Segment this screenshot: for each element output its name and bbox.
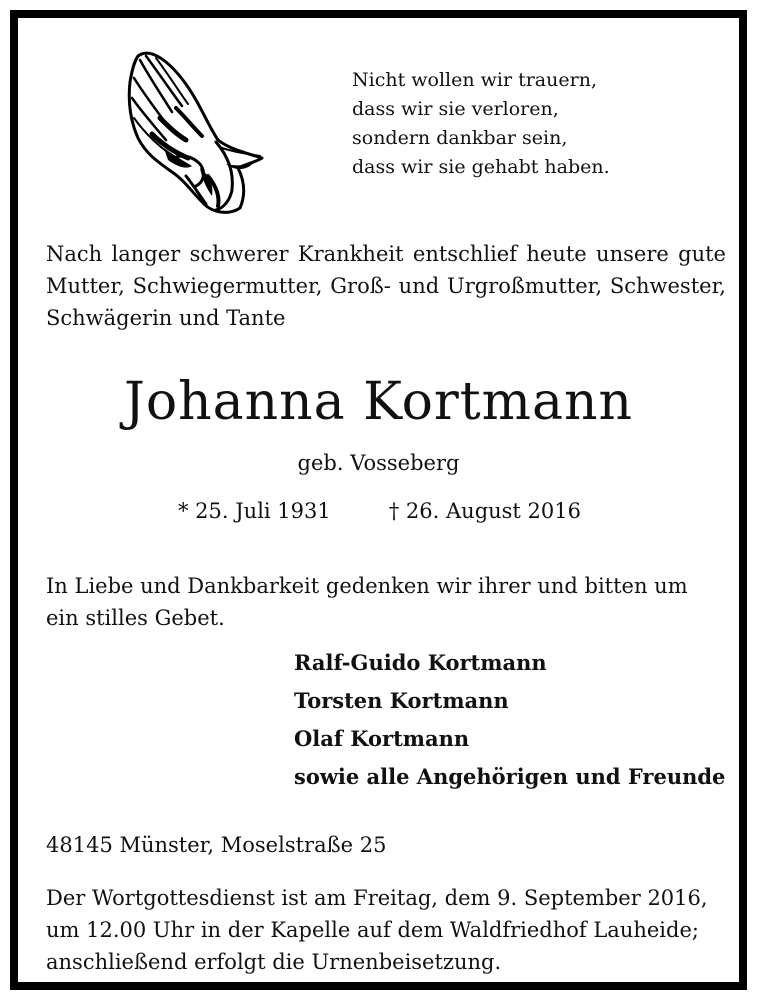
mourner: Olaf Kortmann <box>294 726 470 751</box>
praying-hands-icon <box>116 48 266 218</box>
mourner: Ralf-Guido Kortmann <box>294 650 547 675</box>
birth-date: * 25. Juli 1931 <box>178 499 331 523</box>
service-line: um 12.00 Uhr in der Kapelle auf dem Waldfriedhof Lauheide; <box>46 918 699 942</box>
poem-line: dass wir sie gehabt haben. <box>352 156 610 178</box>
service-line: Der Wortgottesdienst ist am Freitag, dem 9. September 2016, <box>46 886 708 910</box>
mourner: Torsten Kortmann <box>294 688 509 713</box>
mourners-list <box>294 644 725 796</box>
obituary-notice <box>10 10 747 990</box>
poem-line: Nicht wollen wir trauern, <box>352 69 597 91</box>
intro-text: Nach langer schwerer Krankheit entschlief heute unsere gute Mutter, Schwiegermutter, Groß- und Urgroßmutter, Schwester, Schwägerin und Tante <box>46 242 726 330</box>
poem <box>352 66 712 182</box>
service-info <box>46 882 726 978</box>
poem-line: dass wir sie verloren, <box>352 98 559 120</box>
life-dates <box>178 496 581 526</box>
service-line: anschließend erfolgt die Urnenbeisetzung. <box>46 950 502 974</box>
remembrance-text: In Liebe und Dankbarkeit gedenken wir ihrer und bitten um ein stilles Gebet. <box>46 574 688 630</box>
deceased-name: Johanna Kortmann <box>124 372 633 432</box>
mourner: sowie alle Angehörigen und Freunde <box>294 764 726 789</box>
maiden-name: geb. Vosseberg <box>297 451 460 475</box>
death-date: † 26. August 2016 <box>388 499 581 523</box>
address: 48145 Münster, Moselstraße 25 <box>46 833 387 857</box>
poem-line: sondern dankbar sein, <box>352 127 568 149</box>
